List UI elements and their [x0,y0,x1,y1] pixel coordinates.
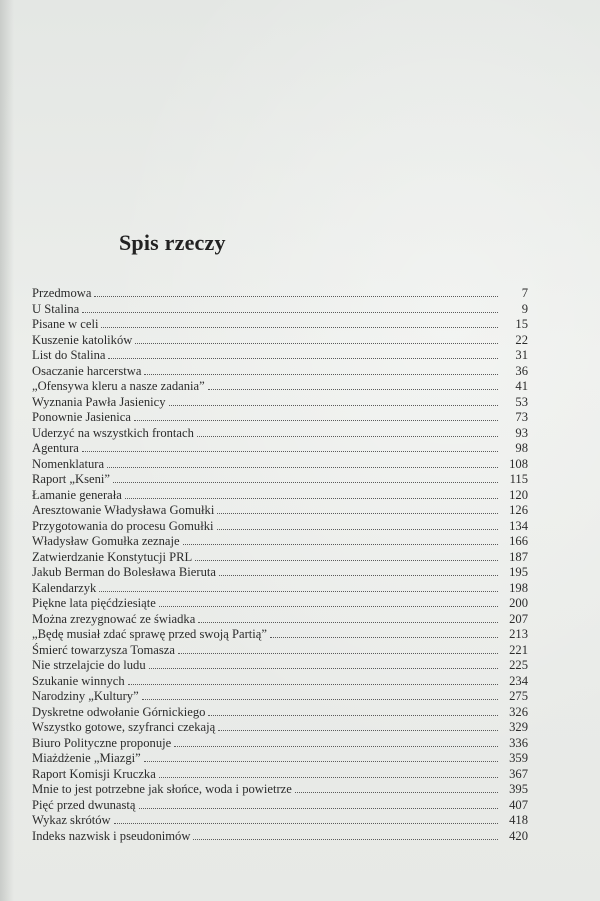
dot-leader [198,622,498,623]
toc-entry-page-number: 213 [509,627,528,641]
dot-leader [134,420,498,421]
toc-entry-page-number: 166 [509,534,528,548]
dot-leader [128,684,498,685]
toc-entry-page-number: 418 [509,813,528,827]
page-title: Spis rzeczy [119,230,226,255]
toc-entry-page-number: 187 [509,549,528,564]
toc-entry-title: Szukanie winnych [32,673,125,688]
toc-entry-title: Władysław Gomułka zeznaje [32,534,180,548]
toc-entry-page-number: 120 [509,487,528,502]
toc-entry [32,565,528,581]
dot-leader [217,513,498,514]
dot-leader [193,839,498,840]
toc-entry [32,751,528,767]
toc-entry-title: „Ofensywa kleru a nasze zadania” [32,379,205,393]
dot-leader [144,761,498,762]
toc-entry-title: Raport „Kseni” [32,472,110,486]
toc-entry-page-number: 407 [509,797,528,812]
dot-leader [135,343,498,344]
toc-entry-page-number: 275 [509,689,528,703]
toc-entry-page-number: 207 [509,611,528,626]
toc-entry-page-number: 53 [515,394,528,409]
toc-entry-page-number: 126 [509,503,528,517]
toc-entry-page-number: 336 [509,735,528,750]
toc-entry [32,457,528,473]
toc-entry-title: Pisane w celi [32,317,99,331]
toc-entry [32,534,528,550]
toc-entry [32,596,528,612]
dot-leader [178,653,498,654]
toc-entry [32,333,528,349]
toc-entry-page-number: 93 [515,425,528,440]
toc-entry [32,689,528,705]
dot-leader [99,591,498,592]
toc-entry [32,829,528,845]
toc-entry [32,379,528,395]
dot-leader [114,823,498,824]
toc-entry [32,441,528,457]
toc-entry-title: Zatwierdzanie Konstytucji PRL [32,549,193,564]
toc-entry-title: „Będę musiał zdać sprawę przed swoją Partią” [32,627,267,641]
toc-entry-page-number: 326 [509,704,528,719]
toc-entry [32,364,528,380]
toc-entry-page-number: 22 [515,332,528,347]
toc-entry-page-number: 329 [509,720,528,734]
toc-entry-title: Przygotowania do procesu Gomułki [32,518,214,533]
toc-entry-title: List do Stalina [32,348,106,362]
toc-entry-page-number: 234 [509,673,528,688]
toc-entry-page-number: 73 [515,410,528,424]
toc-entry-page-number: 98 [515,441,528,455]
toc-entry-title: Wykaz skrótów [32,813,111,827]
toc-entry-title: Biuro Polityczne proponuje [32,735,172,750]
dot-leader [169,405,498,406]
toc-entry-page-number: 195 [509,565,528,579]
toc-entry-title: Dyskretne odwołanie Górnickiego [32,704,206,719]
toc-entry [32,643,528,659]
page-edge-shadow [0,0,14,901]
toc-entry [32,767,528,783]
toc-entry [32,550,528,566]
toc-entry [32,581,528,597]
toc-entry-page-number: 420 [509,828,528,843]
toc-entry-title: Można zrezygnować ze świadka [32,611,196,626]
dot-leader [174,746,498,747]
dot-leader [197,436,498,437]
toc-entry-page-number: 198 [509,580,528,595]
toc-entry [32,302,528,318]
toc-entry [32,658,528,674]
dot-leader [82,451,498,452]
toc-entry-title: Jakub Berman do Bolesława Bieruta [32,565,216,579]
dot-leader [159,606,498,607]
toc-entry [32,286,528,302]
toc-entry [32,705,528,721]
toc-entry [32,426,528,442]
toc-entry [32,488,528,504]
toc-entry [32,348,528,364]
dot-leader [270,637,498,638]
toc-entry [32,472,528,488]
toc-entry-title: Wyznania Pawła Jasienicy [32,394,166,409]
dot-leader [195,560,498,561]
toc-entry-page-number: 225 [509,658,528,672]
toc-entry-title: Aresztowanie Władysława Gomułki [32,503,215,517]
toc-entry-page-number: 36 [515,363,528,378]
dot-leader [139,808,498,809]
dot-leader [183,544,498,545]
dot-leader [108,358,498,359]
toc-entry-page-number: 395 [509,782,528,796]
toc-entry-title: Wszystko gotowe, szyfranci czekają [32,720,216,734]
toc-entry-title: Agentura [32,441,79,455]
dot-leader [107,467,498,468]
table-of-contents [32,286,528,844]
toc-entry-page-number: 367 [509,766,528,781]
toc-entry-title: Śmierć towarzysza Tomasza [32,642,175,657]
toc-entry [32,674,528,690]
dot-leader [159,777,498,778]
toc-entry-title: Indeks nazwisk i pseudonimów [32,828,191,843]
toc-entry-title: Ponownie Jasienica [32,410,131,424]
dot-leader [295,792,498,793]
dot-leader [219,575,498,576]
toc-entry-page-number: 41 [515,379,528,393]
toc-entry [32,720,528,736]
toc-entry-title: U Stalina [32,301,80,316]
dot-leader [208,715,498,716]
toc-entry [32,317,528,333]
dot-leader [125,498,498,499]
toc-entry-title: Przedmowa [32,286,92,300]
toc-entry-page-number: 134 [509,518,528,533]
toc-entry [32,410,528,426]
toc-entry-page-number: 200 [509,596,528,610]
toc-entry-title: Łamanie generała [32,487,122,502]
toc-entry-title: Mnie to jest potrzebne jak słońce, woda i powietrze [32,782,292,796]
dot-leader [217,529,498,530]
toc-entry [32,519,528,535]
dot-leader [142,699,498,700]
dot-leader [208,389,498,390]
dot-leader [149,668,498,669]
toc-entry-page-number: 359 [509,751,528,765]
toc-entry [32,736,528,752]
dot-leader [82,312,498,313]
toc-entry-title: Nie strzelajcie do ludu [32,658,146,672]
toc-entry [32,627,528,643]
toc-entry [32,813,528,829]
toc-entry [32,798,528,814]
dot-leader [144,374,498,375]
toc-entry-title: Miażdżenie „Miazgi” [32,751,141,765]
toc-entry-page-number: 115 [509,472,528,486]
dot-leader [113,482,498,483]
toc-entry-title: Kalendarzyk [32,580,97,595]
toc-entry-page-number: 31 [515,348,528,362]
dot-leader [94,296,498,297]
toc-entry [32,612,528,628]
toc-entry-page-number: 15 [515,317,528,331]
toc-entry-title: Uderzyć na wszystkich frontach [32,425,194,440]
toc-entry-page-number: 9 [521,301,528,316]
toc-entry-page-number: 7 [521,286,528,300]
toc-entry-title: Osaczanie harcerstwa [32,363,142,378]
dot-leader [101,327,498,328]
toc-entry-title: Raport Komisji Kruczka [32,766,156,781]
dot-leader [218,730,498,731]
toc-entry-title: Piękne lata pięćdziesiąte [32,596,156,610]
toc-entry-title: Pięć przed dwunastą [32,797,136,812]
toc-entry [32,503,528,519]
toc-entry [32,782,528,798]
toc-entry-title: Kuszenie katolików [32,332,133,347]
toc-entry-page-number: 221 [509,642,528,657]
toc-entry-title: Nomenklatura [32,456,105,471]
toc-entry-title: Narodziny „Kultury” [32,689,139,703]
toc-entry-page-number: 108 [509,456,528,471]
toc-entry [32,395,528,411]
